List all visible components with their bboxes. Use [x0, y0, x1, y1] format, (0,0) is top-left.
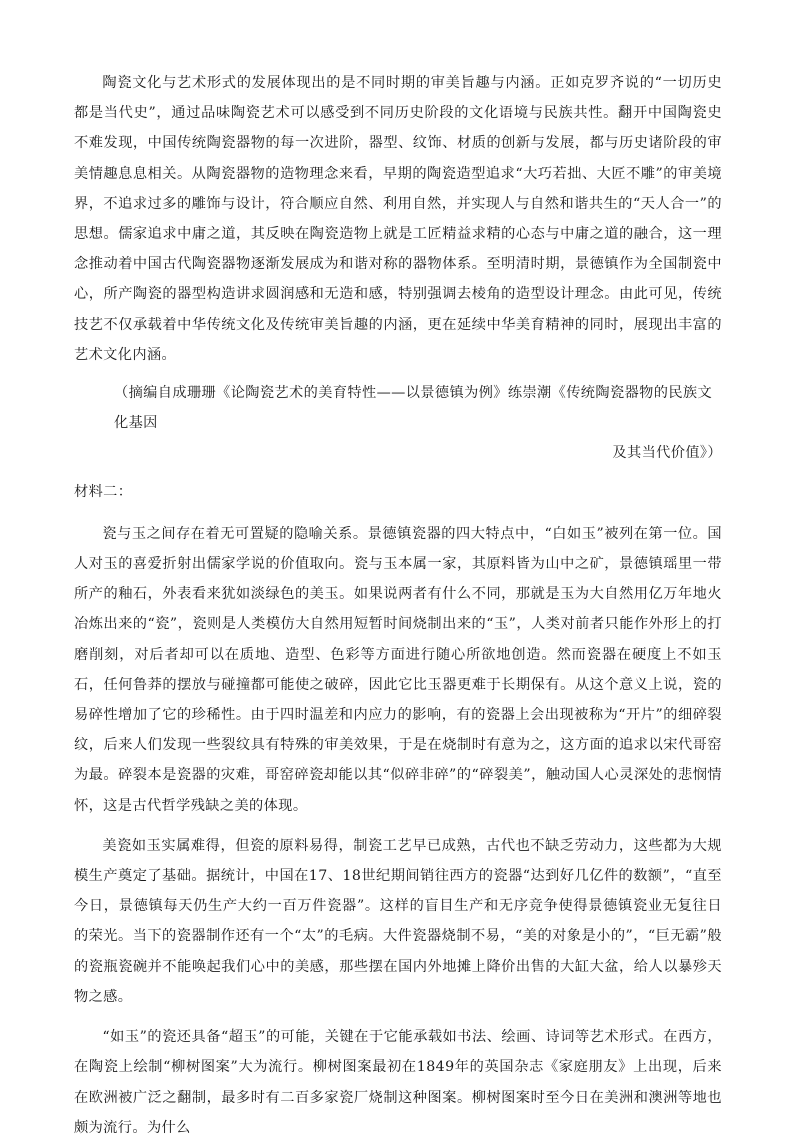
- document-page: [74, 68, 722, 1143]
- source-line-1: （摘编自成珊珊《论陶瓷艺术的美育特性——以景德镇为例》练崇潮《传统陶瓷器物的民族文化基因: [114, 385, 713, 432]
- material1-paragraph: 陶瓷文化与艺术形式的发展体现出的是不同时期的审美旨趣与内涵。正如克罗齐说的“一切历史都是当代史”，通过品味陶瓷艺术可以感受到不同历史阶段的文化语境与民族共性。翻开中国陶瓷史不难发现，中国传统陶瓷器物的每一次进阶，器型、纹饰、材质的创新与发展，都与历史诸阶段的审美情趣息息相关。从陶瓷器物的造物理念来看，早期的陶瓷造型追求“大巧若拙、大匠不雕”的审美境界，不追求过多的雕饰与设计，符合顺应自然、利用自然，并实现人与自然和谐共生的“天人合一”的思想。儒家追求中庸之道，其反映在陶瓷造物上就是工匠精益求精的心态与中庸之道的融合，这一理念推动着中国古代陶瓷器物逐渐发展成为和谐对称的器物体系。至明清时期，景德镇作为全国制瓷中心，所产陶瓷的器型构造讲求圆润感和无造和感，特别强调去棱角的造型设计理念。由此可见，传统技艺不仅承载着中华传统文化及传统审美旨趣的内涵，更在延续中华美育精神的同时，展现出丰富的艺术文化内涵。: [74, 75, 722, 363]
- material2-paragraph-3: “如玉”的瓷还具备“超玉”的可能，关键在于它能承载如书法、绘画、诗词等艺术形式。在西方，在陶瓷上绘制“柳树图案”大为流行。柳树图案最初在1849年的英国杂志《家庭朋友》上出现，后来在欧洲被广泛之翻制，最多时有二百多家瓷厂烧制这种图案。柳树图案时至今日在美洲和澳洲等地也颇为流行。为什么: [74, 1029, 722, 1136]
- material2-heading: 材料二：: [74, 483, 133, 500]
- material1-source-citation: [74, 378, 722, 469]
- material2-paragraph-1: 瓷与玉之间存在着无可置疑的隐喻关系。景德镇瓷器的四大特点中，“白如玉”被列在第一位。国人对玉的喜爱折射出儒家学说的价值取向。瓷与玉本属一家，其原料皆为山中之矿，景德镇瑶里一带所产的釉石，外表看来犹如淡绿色的美玉。如果说两者有什么不同，那就是玉为大自然用亿万年地火冶炼出来的“瓷”，瓷则是人类模仿大自然用短暂时间烧制出来的“玉”，人类对前者只能作外形上的打磨削刻，对后者却可以在质地、造型、色彩等方面进行随心所欲地创造。然而瓷器在硬度上不如玉石，任何鲁莽的摆放与碰撞都可能使之破碎，因此它比玉器更难于长期保有。从这个意义上说，瓷的易碎性增加了它的珍稀性。由于四时温差和内应力的影响，有的瓷器上会出现被称为“开片”的细碎裂纹，后来人们发现一些裂纹具有特殊的审美效果，于是在烧制时有意为之，这方面的追求以宋代哥窑为最。碎裂本是瓷器的灾难，哥窑碎瓷却能以其“似碎非碎”的“碎裂美”，触动国人心灵深处的悲悯情怀，这是古代哲学残缺之美的体现。: [74, 525, 722, 814]
- material2-paragraph-2: 美瓷如玉实属难得，但瓷的原料易得，制瓷工艺早已成熟，古代也不缺乏劳动力，这些都为大规模生产奠定了基础。据统计，中国在17、18世纪期间销往西方的瓷器“达到好几亿件的数额”，“直至今日，景德镇每天仍生产大约一百万件瓷器”。这样的盲目生产和无序竞争使得景德镇瓷业无复往日的荣光。当下的瓷器制作还有一个“太”的毛病。大件瓷器烧制不易，“美的对象是小的”，“巨无霸”般的瓷瓶瓷碗并不能唤起我们心中的美感，那些摆在国内外地摊上降价出售的大缸大盆，给人以暴殄天物之感。: [74, 837, 722, 1005]
- source-line-2: 及其当代价值》）: [612, 445, 722, 462]
